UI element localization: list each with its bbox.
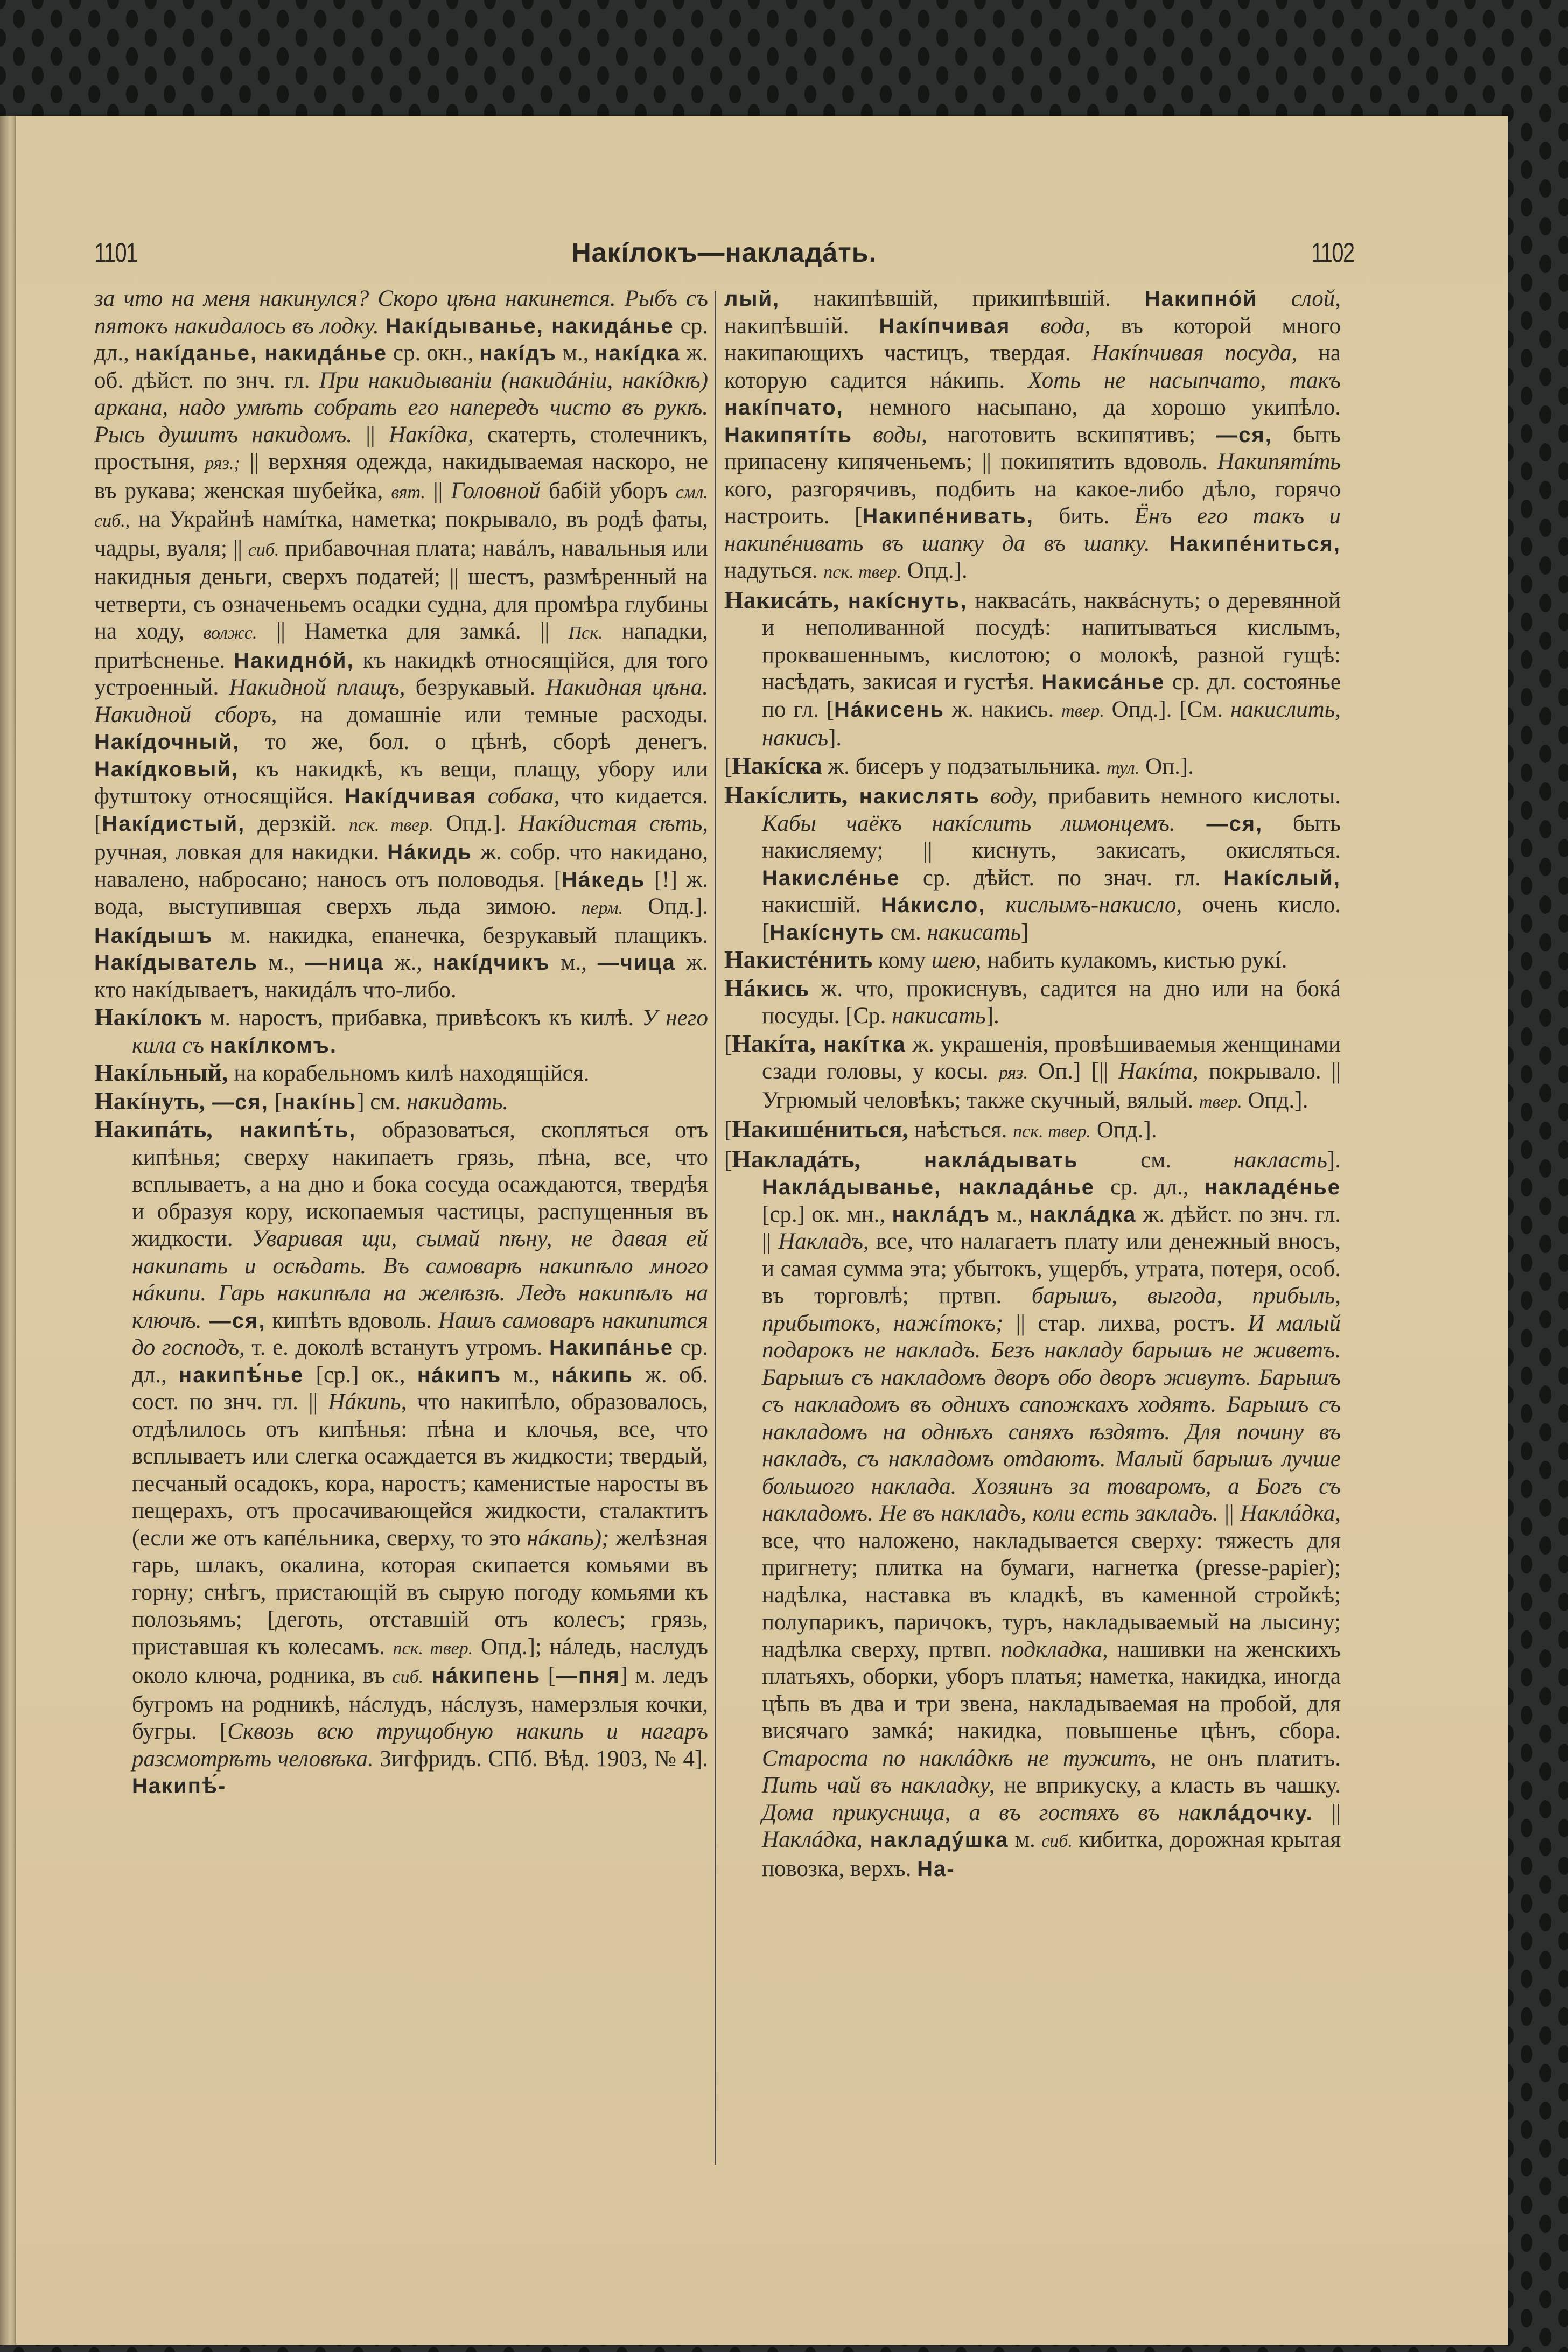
subheadword: нáкипень <box>423 1664 541 1688</box>
entry-text: все, что налагаетъ плату или денежный вносъ, и самая сумма эта; убытокъ, ущербъ, утрата, потеря, особ. въ торговлѣ; пртвп. <box>762 1229 1341 1308</box>
subheadword: накладýшка <box>862 1828 1009 1852</box>
entry-text: Опд.]. [См. <box>1104 696 1230 722</box>
entry-text: т. е. доколѣ встанутъ утромъ. <box>244 1335 549 1360</box>
entry-text: твер. <box>1061 701 1104 721</box>
subheadword: накíдка <box>594 341 681 365</box>
dictionary-entry <box>94 1088 708 1116</box>
entry-text: || верхняя одежда, накидываемая наскоро, не въ рукава; женская шубейка, <box>94 449 708 503</box>
subheadword: клáдочку. <box>1201 1801 1313 1825</box>
subheadword: Нáкисень <box>834 697 944 722</box>
dictionary-entry <box>94 1116 708 1800</box>
entry-text: прибавить немного кислоты. <box>1037 783 1341 809</box>
entry-text: Головной <box>451 478 541 503</box>
subheadword: Накíдистый, <box>102 811 246 836</box>
subheadword: наклáдывать <box>860 1148 1079 1172</box>
entry-text: накипѣвшій. <box>724 313 879 339</box>
entry-text: Дома прикусница, а въ гостяхъ въ на <box>762 1800 1201 1825</box>
entry-text: Зигфридъ. СПб. Вѣд. 1903, № 4]. <box>373 1746 708 1772</box>
entry-text: тул. <box>1107 758 1140 778</box>
entry-text: ]. <box>1327 1147 1341 1173</box>
entry-text: Накипятíть <box>1217 449 1341 474</box>
dictionary-entry <box>724 1030 1341 1116</box>
entry-text: набить кулакомъ, кистью рукí. <box>981 948 1287 973</box>
subheadword: Накíснуть <box>769 920 885 944</box>
entry-text: ср. окн., <box>387 340 480 366</box>
entry-text: нашивки на женскихъ платьяхъ, оборки, уборъ платья; наметка, накидка, иногда цѣпь въ два и три звена, накладываемая на пробой, для висячаго замкá; накидка, повышенье цѣнъ, сбора. <box>762 1636 1341 1744</box>
subheadword: Накипéнивать, <box>862 505 1034 528</box>
subheadword: накипѣ́ть, <box>212 1118 356 1142</box>
entry-text: сиб. <box>392 1667 424 1687</box>
entry-text: И малый подарокъ не накладъ. Безъ накладу барышъ не живетъ. Барышъ съ накладомъ дворъ обо дворъ живутъ. Барышъ съ накладомъ въ однихъ сапожкахъ ходятъ. Барышъ съ накладомъ на однѣхъ саняхъ ѣздятъ. Для почину въ накладъ, съ накладомъ отдаютъ. Малый барышъ лучше большого наклада. Хозяинъ за товаромъ, а Богъ съ накладомъ. Не въ накладъ, коли есть закладъ. <box>762 1310 1341 1526</box>
subheadword: Нáкедь <box>561 867 646 892</box>
dictionary-entry <box>724 1116 1341 1146</box>
entry-text: не вприкуску, а класть въ чашку. <box>995 1773 1341 1798</box>
entry-text: || <box>1218 1501 1241 1526</box>
entry-text: не онъ платитъ. <box>1156 1745 1341 1771</box>
subheadword: накíснуть, <box>839 589 968 613</box>
entry-text: вят. <box>391 482 425 502</box>
entry-text: ж. бисеръ у подзатыльника. <box>822 753 1107 779</box>
entry-text: что накипѣло, образовалось, отдѣлилось отъ кипѣнья: пѣна и клочья, все, что всплываетъ или слегка осаждается въ жидкости; твердый, песчаный осадокъ, кора, наростъ; каменистые наросты въ пещерахъ, отъ просачивающейся жидкости, сталактитъ (если же отъ капéльника, сверху, то это <box>132 1389 708 1551</box>
entry-text: ср. дл., <box>1095 1174 1205 1200</box>
headword: Накладáть, <box>732 1145 861 1173</box>
entry-text: покрывало. || Угрюмый человѣкъ; также скучный, вялый. <box>762 1059 1341 1113</box>
subheadword: Накíдчивая <box>345 785 477 808</box>
entry-text: сиб. <box>1041 1831 1073 1851</box>
entry-text: ж. дѣйст. по знч. гл. || <box>762 1201 1341 1254</box>
entry-text: желѣзная гарь, шлакъ, окалина, которая скипается комьями въ горну; снѣгъ, пристающій въ сырую погоду комьями къ полозьямъ; [деготь, отставшій отъ колесъ; грязь, приставшая къ колесамъ. <box>132 1525 708 1660</box>
entry-text: ручная, ловкая для накидки. <box>94 839 388 865</box>
entry-text: барышъ, выгода, прибыль, прибытокъ, нажíтокъ; <box>762 1283 1341 1336</box>
entry-text: наквасáть, наквáснуть; о деревянной и неполиванной посудѣ: напитываться кислымъ, проквашеннымъ, кислотою; о молокѣ, разной гущѣ: насѣдать, закисая и густѣя. <box>762 587 1341 695</box>
entry-text: || Наметка для замкá. || <box>257 619 569 644</box>
subheadword: На- <box>917 1857 955 1881</box>
entry-text: прибавочная плата; навáлъ, навальныя или накидныя деньги, сверхъ податей; || шестъ, размѣренный на четверти, съ означеньемъ осадки судна, для промѣра глубины на ходу, <box>94 535 708 644</box>
entry-text: накисшій. <box>762 892 881 918</box>
entry-text: ] м. ледъ бугромъ на родникѣ, нáслудъ, нáслузъ, намерзлыя кочки, бугры. [ <box>132 1663 708 1744</box>
left-column <box>94 285 708 1800</box>
entry-text: Опд.]. <box>1242 1087 1308 1113</box>
entry-text: Наклáдка, <box>762 1827 863 1852</box>
entry-text: ср. дл., <box>94 313 708 366</box>
entry-text: Опд.]; нáледь, наслудъ около ключа, родника, въ <box>132 1634 709 1688</box>
subheadword: накíдъ <box>479 341 557 365</box>
entry-text: очень кисло. [ <box>762 892 1341 945</box>
dictionary-entry <box>724 752 1341 782</box>
entry-text: кислымъ-накисло, <box>985 892 1182 918</box>
entry-text: дерзкій. <box>245 810 349 836</box>
entry-text: что кидается. [ <box>94 783 708 836</box>
dictionary-entry <box>724 285 1341 586</box>
entry-text: Накíпчивая посуда, <box>1091 340 1298 366</box>
entry-text: м. наростъ, прибавка, привѣсокъ къ килѣ. <box>202 1005 642 1031</box>
entry-text: накисать <box>927 919 1021 945</box>
subheadword: накладéнье <box>1204 1175 1341 1199</box>
entry-text: накислить, накись <box>762 696 1341 751</box>
subheadword: Накислéнье <box>762 866 900 890</box>
entry-text: немного насыпано, да хорошо укипѣло. <box>843 395 1341 420</box>
headword: Накíслить, <box>724 781 848 809</box>
entry-text: пск. твер. <box>348 815 434 835</box>
dictionary-entry <box>94 285 708 1004</box>
entry-text: къ накидкѣ относящійся, для того устроенный. <box>94 647 708 700</box>
entry-text: пск. твер. <box>823 562 902 582</box>
entry-text: кибитка, дорожная крытая повозка, верхъ. <box>762 1827 1341 1881</box>
entry-text: ряз.; <box>205 453 240 473</box>
entry-text: ряз. <box>998 1063 1028 1083</box>
entry-text: пск. твер. <box>1013 1122 1091 1142</box>
entry-text: все, что наложено, накладывается сверху: тяжесть для пригнету; плитка на бумаги, нагнетка (presse-papier); надѣлка, наставка въ кладкѣ, въ каменной стройкѣ; полупарикъ, паричокъ, туръ, накладываемый на лысину; надѣлка сверху, пртвп. <box>762 1528 1341 1662</box>
dictionary-entry <box>94 1004 708 1059</box>
subheadword: лый, <box>724 287 780 311</box>
entry-text: [!] ж. вода, выступившая сверхъ льда зимою. <box>94 866 708 919</box>
subheadword: Накíдышъ <box>94 923 213 948</box>
page-number-right: 1102 <box>1311 237 1354 268</box>
entry-text: [ <box>724 1147 732 1173</box>
entry-text: Наклáдка, <box>1240 1501 1341 1526</box>
entry-text: шею, <box>931 948 982 973</box>
entry-text: на Украйнѣ намíтка, наметка; покрывало, въ родѣ фаты, чадры, вуаля; || <box>94 507 708 561</box>
entry-text: на корабельномъ килѣ находящійся. <box>228 1061 590 1086</box>
entry-text: ж. украшенія, провѣшиваемыя женщинами сзади головы, у косы. <box>762 1031 1341 1084</box>
subheadword: Накíпчивая <box>879 314 1011 338</box>
entry-text: за что на меня накинулся? Скоро цѣна накинется. Рыбъ съ пятокъ накидалось въ лодку. <box>94 286 708 339</box>
entry-text: м., <box>501 1362 552 1388</box>
entry-text: м., <box>990 1201 1030 1227</box>
subheadword: Нáкисло, <box>881 893 986 917</box>
subheadword: —ся, <box>1175 811 1263 836</box>
entry-text: образоваться, скопляться отъ кипѣнья; сверху накипаетъ грязь, пѣна, все, что всплываетъ, а на дно и бока сосуда осаждаются, твердѣя и образуя кору, ископаемыя частицы, распущенныя въ жидкости. <box>132 1117 708 1251</box>
entry-text: ж. собр. что накидано, навалено, набросано; наносъ отъ половодья. [ <box>94 839 708 892</box>
subheadword: накипѣ́нье <box>179 1363 304 1387</box>
entry-text: ср. дл., <box>132 1335 708 1388</box>
dictionary-entry <box>94 1059 708 1088</box>
subheadword: Накипѣ́- <box>132 1774 227 1798</box>
entry-text: сиб. <box>248 540 279 560</box>
entry-text: [ср.] ок. мн., <box>762 1201 892 1227</box>
entry-text: накипѣвшій, прикипѣвшій. <box>780 286 1145 311</box>
headword: Накíльный, <box>94 1059 228 1086</box>
entry-text: быть накисляему; || киснуть, закисать, окисляться. <box>762 810 1341 863</box>
entry-text: || <box>352 422 389 447</box>
entry-text: [ср.] ок., <box>304 1362 417 1388</box>
headword: Накишéниться, <box>732 1115 909 1143</box>
entry-text: Накíдистая сѣть, <box>518 810 709 836</box>
entry-text: ж., <box>384 950 433 975</box>
subheadword: накíтка <box>816 1032 906 1056</box>
entry-text: Нáкипь, <box>328 1389 407 1415</box>
subheadword: накíданье, накидáнье <box>135 341 388 365</box>
entry-text: пск. твер. <box>393 1638 473 1658</box>
entry-text: безрукавый. <box>405 675 546 700</box>
entry-text: скатерть, столечникъ, простыня, <box>94 422 708 474</box>
entry-text: ср. дѣйст. по знач. гл. <box>900 865 1224 891</box>
entry-text: ж. об. дѣйст. по знч. гл. <box>94 340 708 393</box>
entry-text: Уваривая щи, сымай пѣну, не давая ей накипать и осѣдать. Въ самоварѣ накипѣло много нáкипи. Гарь накипѣла на желѣзѣ. Ледъ накипѣлъ на ключѣ. <box>132 1226 708 1333</box>
entry-text: У него кила съ <box>132 1005 708 1058</box>
entry-text: къ накидкѣ, къ вещи, плащу, убору или футштоку относящійся. <box>94 756 708 809</box>
entry-text: Сквозь всю трущобную накипь и нагаръ разсмотрѣть человѣка. <box>132 1719 708 1772</box>
subheadword: Накíслый, <box>1223 866 1341 890</box>
entry-text: Ёнъ его такъ и накипéнивать въ шапку да въ шапку. <box>724 503 1341 556</box>
headword: Накипáть, <box>94 1115 213 1143</box>
entry-text: м. накидка, епанечка, безрукавый плащикъ. <box>213 922 708 948</box>
entry-text: Оп.]. <box>1139 753 1194 779</box>
subheadword: накíдчикъ <box>432 951 550 975</box>
headword: Накíта, <box>732 1029 816 1057</box>
entry-text: ж. об. сост. по знч. гл. || <box>132 1362 708 1415</box>
dictionary-entry <box>724 586 1341 752</box>
entry-text: накласть <box>1233 1147 1327 1173</box>
entry-text: [ <box>724 1117 732 1143</box>
entry-text: бабій уборъ <box>540 478 676 503</box>
entry-text: ж. накись. <box>944 696 1062 722</box>
dictionary-entry <box>724 946 1341 975</box>
entry-text: нападки, притѣсненье. <box>94 619 709 673</box>
entry-text: воду, <box>979 783 1038 809</box>
running-title: Накíлокъ—накладáть. <box>571 237 877 268</box>
subheadword: —ся, <box>1216 423 1272 447</box>
entry-text: на которую садится нáкипь. <box>724 340 1341 393</box>
entry-text: Староста по наклáдкѣ не тужитъ, <box>762 1745 1157 1771</box>
entry-text: Накладъ, <box>778 1229 869 1254</box>
entry-text: см. <box>1078 1147 1234 1173</box>
entry-text: || стар. лихва, ростъ. <box>1003 1310 1248 1336</box>
entry-text: Оп.] [|| <box>1027 1059 1119 1084</box>
subheadword: наклáдъ <box>892 1202 991 1227</box>
entry-text: кипѣть вдоволь. <box>265 1307 438 1333</box>
entry-text: Опд.]. <box>623 894 708 919</box>
entry-text: ср. дл. состоянье по гл. [ <box>762 669 1341 722</box>
subheadword: накíнь <box>282 1090 357 1114</box>
entry-text: [ <box>724 1031 732 1057</box>
entry-text: наѣсться. <box>908 1117 1013 1143</box>
headword: Накисáть, <box>724 585 839 613</box>
entry-text: [ <box>724 753 732 779</box>
dictionary-entry <box>724 975 1341 1030</box>
entry-text: м., <box>556 340 595 366</box>
entry-text: ] см. <box>356 1089 407 1115</box>
entry-text: смл. сиб., <box>94 482 709 531</box>
entry-text: ж. что, прокиснувъ, садится на дно или на бокá посуды. [Ср. <box>762 976 1341 1028</box>
entry-text: кого, разгорячивъ, подбить на какое-либо дѣло, горячо настроить. [ <box>724 476 1341 529</box>
subheadword: Наклáдыванье, накладáнье <box>762 1175 1095 1199</box>
headword: Накистéнить <box>724 946 873 973</box>
subheadword: Накíдыванье, накидáнье <box>385 314 674 338</box>
entry-text: Накíдка, <box>389 422 474 447</box>
entry-text: то же, бол. о цѣнѣ, сборѣ денегъ. <box>240 729 708 754</box>
subheadword: Накипáнье <box>549 1336 674 1360</box>
headword: Накíнуть, <box>94 1087 205 1115</box>
dictionary-entry <box>724 1146 1341 1883</box>
subheadword: Накíдковый, <box>94 757 239 781</box>
book-spine-edge <box>0 116 16 2345</box>
entry-text: Опд.]. <box>433 810 519 836</box>
subheadword: Накипятíть <box>724 423 853 447</box>
entry-text: волжс. <box>203 623 257 643</box>
entry-text: ]. <box>985 1003 999 1028</box>
entry-text: слой, <box>1257 286 1341 311</box>
entry-text: Хоть не насыпчато, такъ <box>1028 367 1341 393</box>
entry-text: накисать <box>892 1003 986 1028</box>
entry-text: нáкапь); <box>527 1525 610 1551</box>
entry-text: [ <box>268 1089 282 1115</box>
entry-text: въ которой много накипающихъ частицъ, твердая. <box>724 313 1341 366</box>
entry-text: Накидной плащъ, <box>229 675 405 700</box>
subheadword: накислять <box>848 785 980 808</box>
page-header <box>94 237 1354 275</box>
entry-text: Опд.]. <box>1091 1117 1157 1143</box>
subheadword: накíлкомъ. <box>209 1033 337 1058</box>
entry-text: наготовить вскипятивъ; <box>927 422 1216 447</box>
entry-text: ж. кто накíдываетъ, накидáлъ что-либо. <box>94 950 708 1003</box>
entry-text: || <box>1313 1800 1341 1825</box>
entry-text: твер. <box>1199 1091 1242 1112</box>
subheadword: Накíдочный, <box>94 730 240 754</box>
entry-text: бить. <box>1033 503 1135 529</box>
entry-text: Нашъ самоваръ накипится до господъ, <box>132 1307 708 1360</box>
subheadword: Накíдыватель <box>94 951 258 975</box>
headword: Накíска <box>732 751 822 779</box>
entry-text: накидать. <box>407 1089 509 1115</box>
entry-text: Кабы чаёкъ накíслить лимонцемъ. <box>762 810 1175 836</box>
subheadword: —ся, <box>201 1308 266 1333</box>
subheadword: Накипнóй <box>1144 287 1257 311</box>
subheadword: наклáдка <box>1030 1202 1137 1227</box>
subheadword: нáкипь <box>551 1363 634 1387</box>
subheadword: накíпчато, <box>724 396 844 419</box>
entry-text: Накидная цѣна. Накидной сборъ, <box>94 675 708 727</box>
subheadword: Нáкидь <box>387 841 472 864</box>
subheadword: нáкипъ <box>417 1363 502 1387</box>
entry-text: воды, <box>852 422 927 447</box>
page-number-left: 1101 <box>94 237 137 268</box>
headword: Накíлокъ <box>94 1003 202 1031</box>
subheadword: —чица <box>597 951 676 975</box>
subheadword: —ся, <box>205 1090 269 1114</box>
entry-text: ] <box>1021 919 1029 945</box>
entry-text: Опд.]. <box>901 558 968 583</box>
entry-text: Пить чай въ накладку, <box>762 1773 995 1798</box>
entry-text: кому <box>872 948 932 973</box>
entry-text: || <box>425 478 451 503</box>
subheadword: —пня <box>556 1664 620 1688</box>
dictionary-entry <box>724 782 1341 946</box>
entry-text: собака, <box>477 783 560 809</box>
subheadword: Накисáнье <box>1041 670 1165 694</box>
entry-text: [ <box>541 1663 556 1688</box>
entry-text: перм. <box>581 898 624 918</box>
entry-text: м. <box>1009 1827 1042 1852</box>
entry-text: м., <box>550 950 598 975</box>
subheadword: —ница <box>305 951 384 975</box>
right-column <box>724 285 1341 1882</box>
entry-text: Пск. <box>568 623 603 643</box>
entry-text: подкладка, <box>1000 1636 1108 1662</box>
entry-text: При накидываніи (накидáніи, накíдкѣ) аркана, надо умѣть собрать его напередъ чисто въ рукѣ. Рысь душитъ накидомъ. <box>94 367 708 447</box>
entry-text: см. <box>884 919 927 945</box>
entry-text: на домашніе или темные расходы. <box>277 702 708 727</box>
entry-text: м., <box>257 950 306 975</box>
entry-text: надуться. <box>724 558 824 583</box>
entry-text: ]. <box>828 725 842 751</box>
headword: Нáкись <box>724 974 809 1002</box>
column-divider <box>715 291 716 2165</box>
subheadword: Накиднóй, <box>234 648 354 673</box>
entry-text: вода, <box>1010 313 1091 339</box>
entry-text: Накíта, <box>1118 1059 1199 1084</box>
subheadword: Накипéниться, <box>1150 531 1341 556</box>
entry-text: быть припасену кипяченьемъ; || покипятить вдоволь. <box>724 422 1341 474</box>
